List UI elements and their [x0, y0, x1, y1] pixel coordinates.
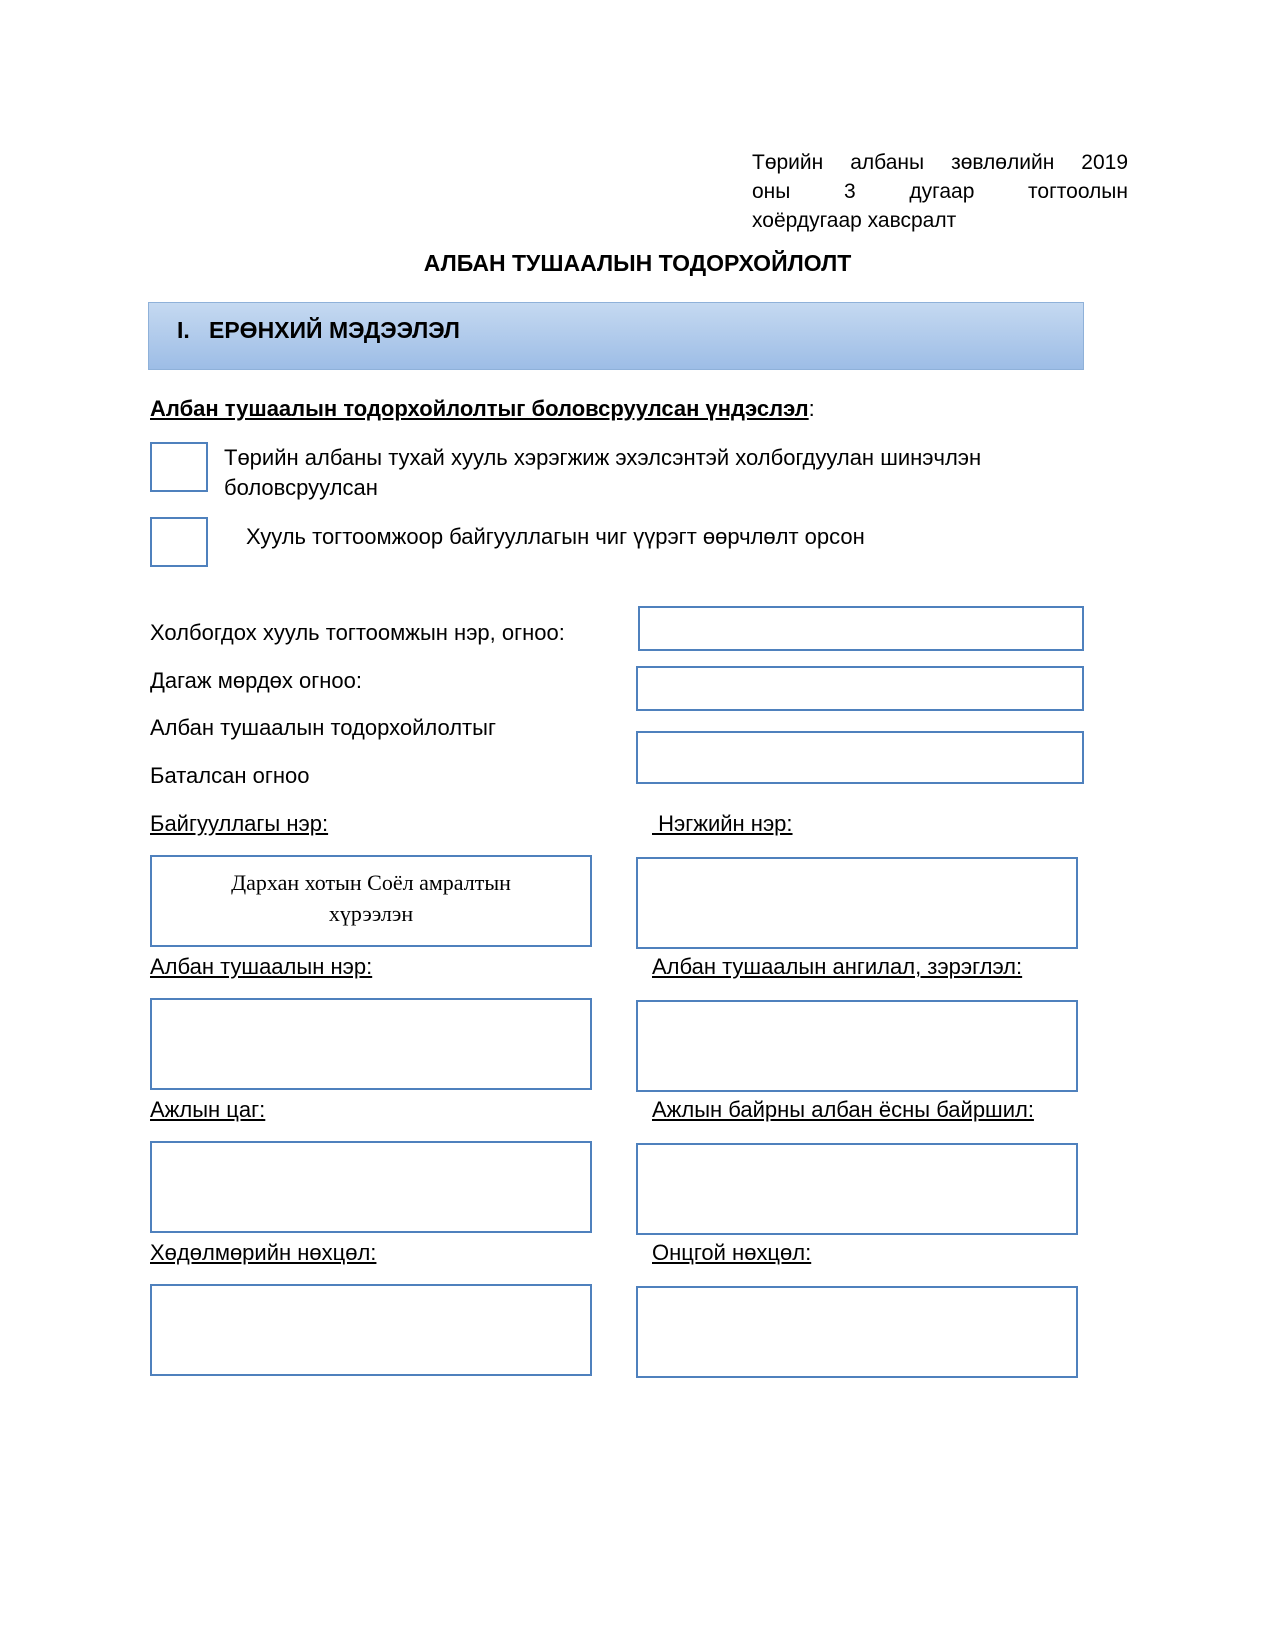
approved-date-label-line-1: Албан тушаалын тодорхойлолтыг	[150, 715, 496, 740]
work-conditions-field[interactable]	[150, 1284, 592, 1376]
basis-option-2-label: Хууль тогтоомжоор байгууллагын чиг үүрэгт өөрчлөлт орсон	[246, 524, 865, 549]
work-location-label: Ажлын байрны албан ёсны байршил:	[652, 1097, 1034, 1122]
position-name-label: Албан тушаалын нэр:	[150, 954, 373, 979]
effective-date-field[interactable]	[636, 666, 1084, 711]
section-header	[148, 302, 1084, 370]
header-note-line-1: Төрийн албаны зөвлөлийн 2019	[752, 151, 1128, 174]
position-class-label: Албан тушаалын ангилал, зэрэглэл:	[652, 954, 1023, 979]
org-name-value	[152, 857, 590, 929]
header-note-line-3: хоёрдугаар хавсралт	[752, 209, 957, 232]
special-conditions-field[interactable]	[636, 1286, 1078, 1378]
basis-option-1-line-2: боловсруулсан	[224, 475, 378, 500]
effective-date-label: Дагаж мөрдөх огноо:	[150, 668, 363, 693]
org-name-field[interactable]	[150, 855, 592, 947]
basis-option-1-line-1: Төрийн албаны тухай хууль хэрэгжиж эхэлсэнтэй холбогдуулан шинэчлэн	[224, 445, 982, 470]
work-conditions-label: Хөдөлмөрийн нөхцөл:	[150, 1240, 377, 1265]
basis-option-2-checkbox[interactable]	[150, 517, 208, 567]
position-class-field[interactable]	[636, 1000, 1078, 1092]
special-conditions-label: Онцгой нөхцөл:	[652, 1240, 812, 1265]
law-name-field[interactable]	[638, 606, 1084, 651]
org-name-value-line-1: Дархан хотын Соёл амралтын	[231, 870, 511, 895]
position-name-field[interactable]	[150, 998, 592, 1090]
unit-name-field[interactable]	[636, 857, 1078, 949]
basis-heading-colon: :	[808, 396, 815, 421]
approved-date-label-line-2: Баталсан огноо	[150, 763, 310, 788]
basis-heading-text: Албан тушаалын тодорхойлолтыг боловсруулсан үндэслэл	[150, 396, 809, 421]
approved-date-field[interactable]	[636, 731, 1084, 784]
document-title: АЛБАН ТУШААЛЫН ТОДОРХОЙЛОЛТ	[423, 250, 852, 276]
basis-heading	[150, 396, 815, 422]
work-location-field[interactable]	[636, 1143, 1078, 1235]
header-note	[752, 148, 1128, 235]
basis-option-1-checkbox[interactable]	[150, 442, 208, 492]
work-hours-label: Ажлын цаг:	[150, 1097, 266, 1122]
section-title: ЕРӨНХИЙ МЭДЭЭЛЭЛ	[209, 317, 460, 343]
section-number: I.	[177, 317, 190, 343]
header-note-line-2: оны 3 дугаар тогтоолын	[752, 180, 1128, 203]
org-name-value-line-2: хүрээлэн	[328, 901, 414, 926]
work-hours-field[interactable]	[150, 1141, 592, 1233]
law-name-label: Холбогдох хууль тогтоомжын нэр, огноо:	[150, 620, 565, 645]
basis-option-1-label	[224, 443, 981, 503]
org-name-label: Байгууллагы нэр:	[150, 811, 329, 836]
unit-name-label: Нэгжийн нэр:	[652, 811, 793, 836]
